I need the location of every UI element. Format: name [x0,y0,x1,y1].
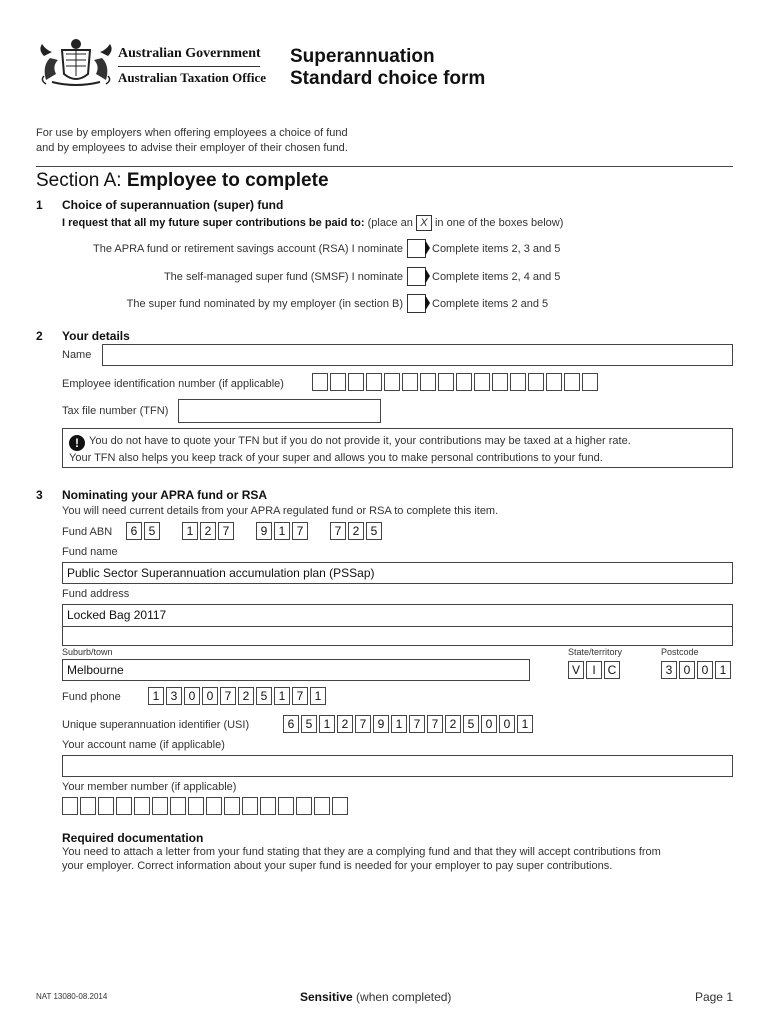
sensitive-note: (when completed) [352,990,452,1004]
member-cell[interactable] [80,797,96,815]
abn-cell[interactable]: 2 [348,522,364,540]
phone-cell[interactable]: 5 [256,687,272,705]
docs-line2: your employer. Correct information about your super fund is needed for your employer to pay super contributions. [62,860,613,872]
member-cell[interactable] [188,797,204,815]
phone-cell[interactable]: 0 [184,687,200,705]
x-mark-example: X [416,215,432,231]
fund-name-label: Fund name [62,546,118,558]
usi-cell[interactable]: 1 [391,715,407,733]
state-cell[interactable]: I [586,661,602,679]
tfn-notice [62,428,733,468]
phone-cell[interactable]: 2 [238,687,254,705]
abn-cell[interactable]: 6 [126,522,142,540]
option-apra-note: Complete items 2, 3 and 5 [432,243,561,255]
member-cell[interactable] [170,797,186,815]
member-number-field[interactable] [62,797,348,815]
usi-label: Unique superannuation identifier (USI) [62,719,250,731]
eid-cell[interactable] [528,373,544,391]
sensitivity-marking [300,990,451,1004]
member-cell[interactable] [242,797,258,815]
eid-cell[interactable] [492,373,508,391]
eid-cell[interactable] [510,373,526,391]
arrow-icon [425,268,430,284]
usi-cell[interactable]: 5 [463,715,479,733]
fund-address-field[interactable] [62,604,733,646]
coat-of-arms-icon [36,36,116,90]
option-apra-label: The APRA fund or retirement savings account (RSA) I nominate [93,243,403,255]
eid-cell[interactable] [330,373,346,391]
name-label: Name [62,349,92,361]
member-cell[interactable] [314,797,330,815]
item-3-number: 3 [36,488,43,502]
item-1-number: 1 [36,198,43,212]
eid-cell[interactable] [312,373,328,391]
instruction-post: in one of the boxes below) [434,216,564,229]
suburb-field[interactable]: Melbourne [62,659,530,681]
state-cell[interactable]: C [604,661,620,679]
section-a-title [36,170,329,192]
header-divider [118,66,260,67]
account-name-field[interactable] [62,755,733,777]
phone-cell[interactable]: 7 [292,687,308,705]
eid-cell[interactable] [438,373,454,391]
notice-text1: You do not have to quote your TFN but if you do not provide it, your contributions may be taxed at a higher rate. [89,435,631,447]
item-3-subtext: You will need current details from your APRA regulated fund or RSA to complete this item. [62,505,499,517]
notice-line1 [69,434,726,451]
fund-address-label: Fund address [62,588,130,600]
member-cell[interactable] [116,797,132,815]
postcode-cell[interactable]: 1 [715,661,731,679]
intro-text [36,126,348,156]
notice-line2: Your TFN also helps you keep track of your super and allows you to make personal contributions to your fund. [69,452,603,464]
member-cell[interactable] [62,797,78,815]
item-3-heading: Nominating your APRA fund or RSA [62,488,268,502]
government-name: Australian Government [118,46,261,61]
usi-cell[interactable]: 7 [355,715,371,733]
section-heading: Employee to complete [126,170,329,191]
form-code: NAT 13080-08.2014 [36,992,108,1001]
state-label: State/territory [568,647,623,657]
state-field[interactable] [568,661,620,679]
coat-of-arms-logo [36,36,116,90]
phone-cell[interactable]: 7 [220,687,236,705]
phone-cell[interactable]: 3 [166,687,182,705]
fund-address-line1[interactable]: Locked Bag 20117 [63,605,732,627]
docs-heading: Required documentation [62,831,204,845]
phone-cell[interactable]: 0 [202,687,218,705]
eid-label: Employee identification number (if applicable) [62,378,284,390]
usi-cell[interactable]: 2 [337,715,353,733]
member-cell[interactable] [260,797,276,815]
member-cell[interactable] [332,797,348,815]
option-employer-note: Complete items 2 and 5 [432,298,549,310]
option-smsf-checkbox[interactable] [407,267,426,286]
postcode-field[interactable] [661,661,731,679]
fund-abn-field[interactable] [126,522,382,540]
request-text: I request that all my future super contributions be paid to: [62,216,365,229]
option-employer-label: The super fund nominated by my employer (in section B) [126,298,403,310]
item-1-request [62,215,563,231]
member-cell[interactable] [98,797,114,815]
abn-cell[interactable]: 7 [292,522,308,540]
instruction-pre: (place an [367,216,413,229]
usi-field[interactable] [283,715,533,733]
sensitive-label: Sensitive [300,990,353,1004]
account-name-label: Your account name (if applicable) [62,739,225,751]
member-cell[interactable] [296,797,312,815]
usi-cell[interactable]: 0 [499,715,515,733]
state-cell[interactable]: V [568,661,584,679]
eid-cell[interactable] [420,373,436,391]
eid-cell[interactable] [456,373,472,391]
usi-cell[interactable]: 0 [481,715,497,733]
page-number: Page 1 [694,990,733,1004]
abn-cell[interactable]: 1 [182,522,198,540]
arrow-icon [425,240,430,256]
usi-cell[interactable]: 9 [373,715,389,733]
section-divider [36,166,733,167]
abn-cell[interactable]: 5 [144,522,160,540]
option-smsf-label: The self-managed super fund (SMSF) I nominate [163,271,403,283]
phone-cell[interactable]: 1 [310,687,326,705]
docs-text [62,845,661,873]
usi-cell[interactable]: 1 [517,715,533,733]
exclamation-icon: ! [69,435,85,451]
phone-cell[interactable]: 1 [274,687,290,705]
usi-cell[interactable]: 1 [319,715,335,733]
intro-line1: For use by employers when offering employees a choice of fund [36,127,348,139]
member-cell[interactable] [134,797,150,815]
postcode-label: Postcode [661,647,699,657]
abn-cell[interactable]: 7 [218,522,234,540]
option-smsf-note: Complete items 2, 4 and 5 [432,271,561,283]
fund-name-field[interactable]: Public Sector Superannuation accumulation plan (PSSap) [62,562,733,584]
member-cell[interactable] [206,797,222,815]
fund-phone-label: Fund phone [62,691,121,703]
docs-line1: You need to attach a letter from your fund stating that they are a complying fund and that they will accept contributions from [62,846,661,858]
usi-cell[interactable]: 2 [445,715,461,733]
fund-phone-field[interactable] [148,687,326,705]
phone-cell[interactable]: 1 [148,687,164,705]
abn-cell[interactable]: 9 [256,522,272,540]
form-title-line1: Superannuation [290,46,435,67]
eid-cell[interactable] [348,373,364,391]
postcode-cell[interactable]: 3 [661,661,677,679]
eid-cell[interactable] [384,373,400,391]
abn-cell[interactable]: 7 [330,522,346,540]
option-apra-checkbox[interactable] [407,239,426,258]
postcode-cell[interactable]: 0 [697,661,713,679]
arrow-icon [425,295,430,311]
option-employer-checkbox[interactable] [407,294,426,313]
eid-cell[interactable] [474,373,490,391]
usi-cell[interactable]: 7 [427,715,443,733]
member-number-label: Your member number (if applicable) [62,781,237,793]
tfn-label: Tax file number (TFN) [62,405,169,417]
item-2-heading: Your details [62,329,130,343]
name-field[interactable] [102,344,733,366]
form-title [290,46,485,90]
abn-cell[interactable]: 5 [366,522,382,540]
abn-cell[interactable]: 2 [200,522,216,540]
tfn-field[interactable] [178,399,381,423]
eid-cell[interactable] [546,373,562,391]
usi-cell[interactable]: 6 [283,715,299,733]
eid-cell[interactable] [366,373,382,391]
member-cell[interactable] [152,797,168,815]
suburb-label: Suburb/town [62,647,113,657]
eid-field[interactable] [312,373,598,391]
item-1-heading: Choice of superannuation (super) fund [62,198,284,212]
eid-cell[interactable] [402,373,418,391]
member-cell[interactable] [224,797,240,815]
intro-line2: and by employees to advise their employer of their chosen fund. [36,142,348,154]
form-title-line2: Standard choice form [290,68,486,89]
eid-cell[interactable] [582,373,598,391]
member-cell[interactable] [278,797,294,815]
agency-name: Australian Taxation Office [118,70,267,85]
section-prefix: Section A: [36,170,127,191]
usi-cell[interactable]: 5 [301,715,317,733]
abn-cell[interactable]: 1 [274,522,290,540]
postcode-cell[interactable]: 0 [679,661,695,679]
fund-abn-label: Fund ABN [62,526,113,538]
usi-cell[interactable]: 7 [409,715,425,733]
eid-cell[interactable] [564,373,580,391]
item-2-number: 2 [36,329,43,343]
